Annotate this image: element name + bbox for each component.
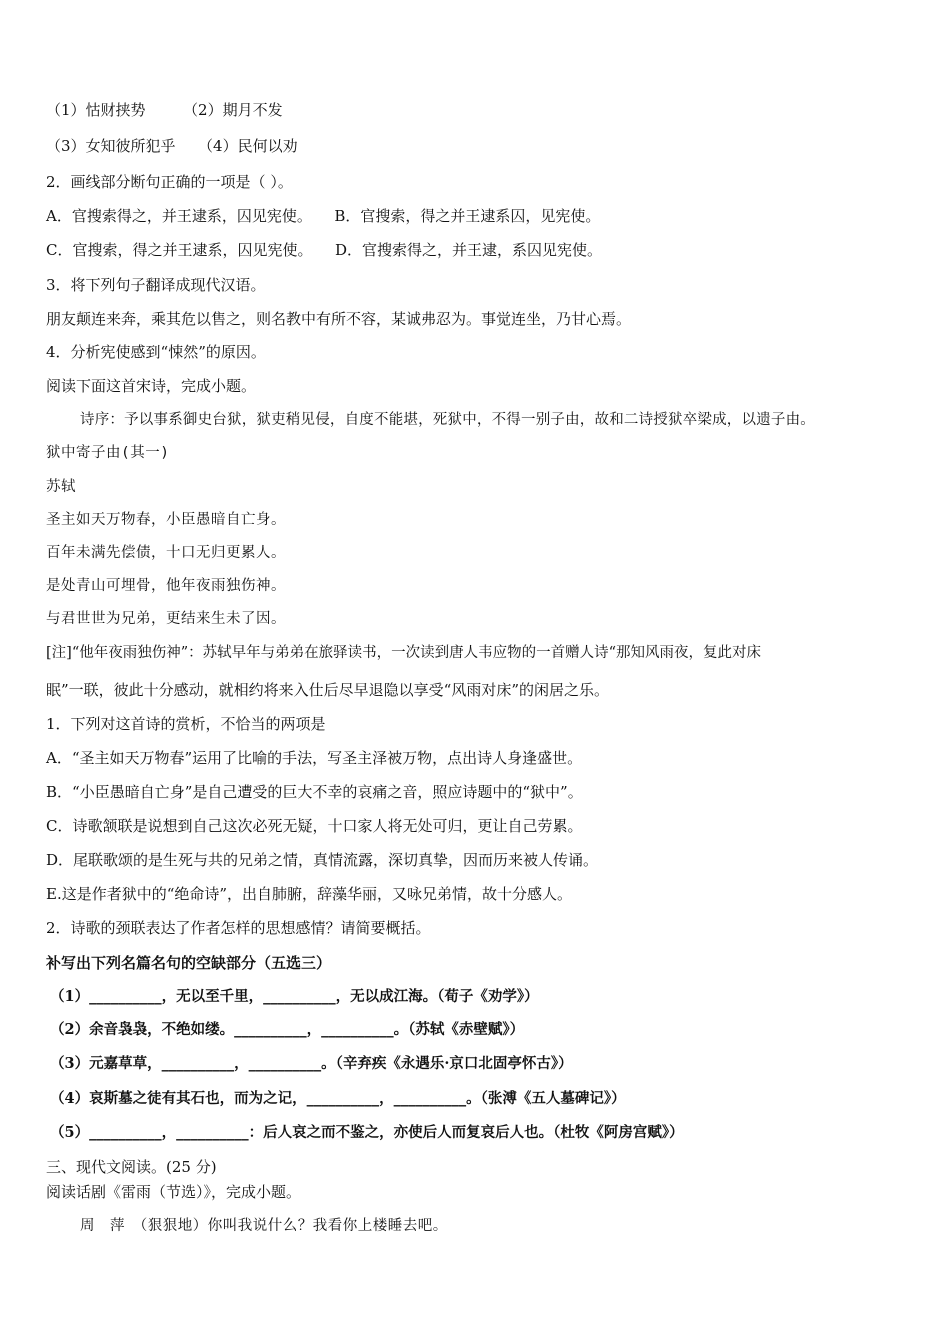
fill-blank-1: （1）__________，无以至千里，__________，无以成江海。（荀子《劝学》） — [50, 988, 539, 1005]
poem-instruction: 阅读下面这首宋诗，完成小题。 — [46, 377, 257, 395]
vocab-line-1: （1）怙财挟势 （2）期月不发 — [46, 101, 283, 119]
poem-option-d: D．尾联歌颂的是生死与共的兄弟之情，真情流露，深切真挚，因而历来被人传诵。 — [46, 851, 599, 869]
translation-sentence: 朋友颠连来奔，乘其危以售之，则名教中有所不容，某诚弗忍为。事觉连坐，乃甘心焉。 — [46, 310, 632, 328]
poem-question-2: 2．诗歌的颈联表达了作者怎样的思想感情？请简要概括。 — [46, 919, 431, 937]
poem-title: 狱中寄子由(其一) — [46, 445, 170, 461]
option-c-d: C．官搜索，得之并王逮系，囚见宪使。 D．官搜索得之，并王逮，系囚见宪使。 — [46, 241, 603, 259]
poem-line-3: 是处青山可埋骨，他年夜雨独伤神。 — [46, 578, 286, 594]
poem-option-c: C．诗歌颔联是说想到自己这次必死无疑，十口家人将无处可归，更让自己劳累。 — [46, 817, 583, 835]
poem-author: 苏轼 — [46, 479, 76, 495]
poem-preface: 诗序：予以事系御史台狱，狱吏稍见侵，自度不能堪，死狱中，不得一别子由，故和二诗授狱卒梁成，以遗子由。 — [80, 412, 815, 428]
poem-option-b: B．“小臣愚暗自亡身”是自己遭受的巨大不幸的哀痛之音，照应诗题中的“狱中”。 — [46, 783, 583, 801]
fill-blank-2: （2）余音袅袅，不绝如缕。__________，__________。（苏轼《赤壁赋》） — [50, 1021, 525, 1038]
fill-blank-3: （3）元嘉草草，__________，__________。（辛弃疾《永遇乐·京口北固亭怀古》） — [50, 1055, 573, 1072]
poem-note-1: [注]“他年夜雨独伤神”：苏轼早年与弟弟在旅驿读书，一次读到唐人韦应物的一首赠人诗“那知风雨夜，复此对床 — [46, 645, 762, 661]
poem-note-2: 眠”一联，彼此十分感动，就相约将来入仕后尽早退隐以享受“风雨对床”的闲居之乐。 — [46, 681, 610, 699]
poem-option-e: E.这是作者狱中的“绝命诗”，出自肺腑，辞藻华丽，又咏兄弟情，故十分感人。 — [46, 885, 573, 903]
poem-line-4: 与君世世为兄弟，更结来生未了因。 — [46, 611, 286, 627]
fill-blank-heading: 补写出下列名篇名句的空缺部分（五选三） — [46, 954, 332, 972]
poem-question-1: 1．下列对这首诗的赏析，不恰当的两项是 — [46, 715, 326, 733]
fill-blank-5: （5）__________，__________：后人哀之而不鉴之，亦使后人而复哀后人也。（杜牧《阿房宫赋》） — [50, 1124, 684, 1141]
drama-line-1: 周 萍 （狠狠地）你叫我说什么？我看你上楼睡去吧。 — [80, 1218, 448, 1234]
poem-line-1: 圣主如天万物春，小臣愚暗自亡身。 — [46, 512, 286, 528]
question-2: 2．画线部分断句正确的一项是（ ）。 — [46, 173, 293, 191]
drama-instruction: 阅读话剧《雷雨（节选）》，完成小题。 — [46, 1183, 302, 1201]
option-a-b: A．官搜索得之，并王逮系，囚见宪使。 B．官搜索，得之并王逮系囚，见宪使。 — [46, 207, 601, 225]
poem-line-2: 百年未满先偿债，十口无归更累人。 — [46, 545, 286, 561]
fill-blank-4: （4）哀斯墓之徒有其石也，而为之记，__________，__________。（张溥《五人墓碑记》） — [50, 1090, 626, 1107]
question-4: 4．分析宪使感到“悚然”的原因。 — [46, 343, 266, 361]
question-3: 3．将下列句子翻译成现代汉语。 — [46, 276, 266, 294]
poem-option-a: A．“圣主如天万物春”运用了比喻的手法，写圣主泽被万物，点出诗人身逢盛世。 — [46, 749, 583, 767]
vocab-line-2: （3）女知彼所犯乎 （4）民何以劝 — [46, 137, 298, 155]
section-3-heading: 三、现代文阅读。(25 分) — [46, 1158, 217, 1176]
